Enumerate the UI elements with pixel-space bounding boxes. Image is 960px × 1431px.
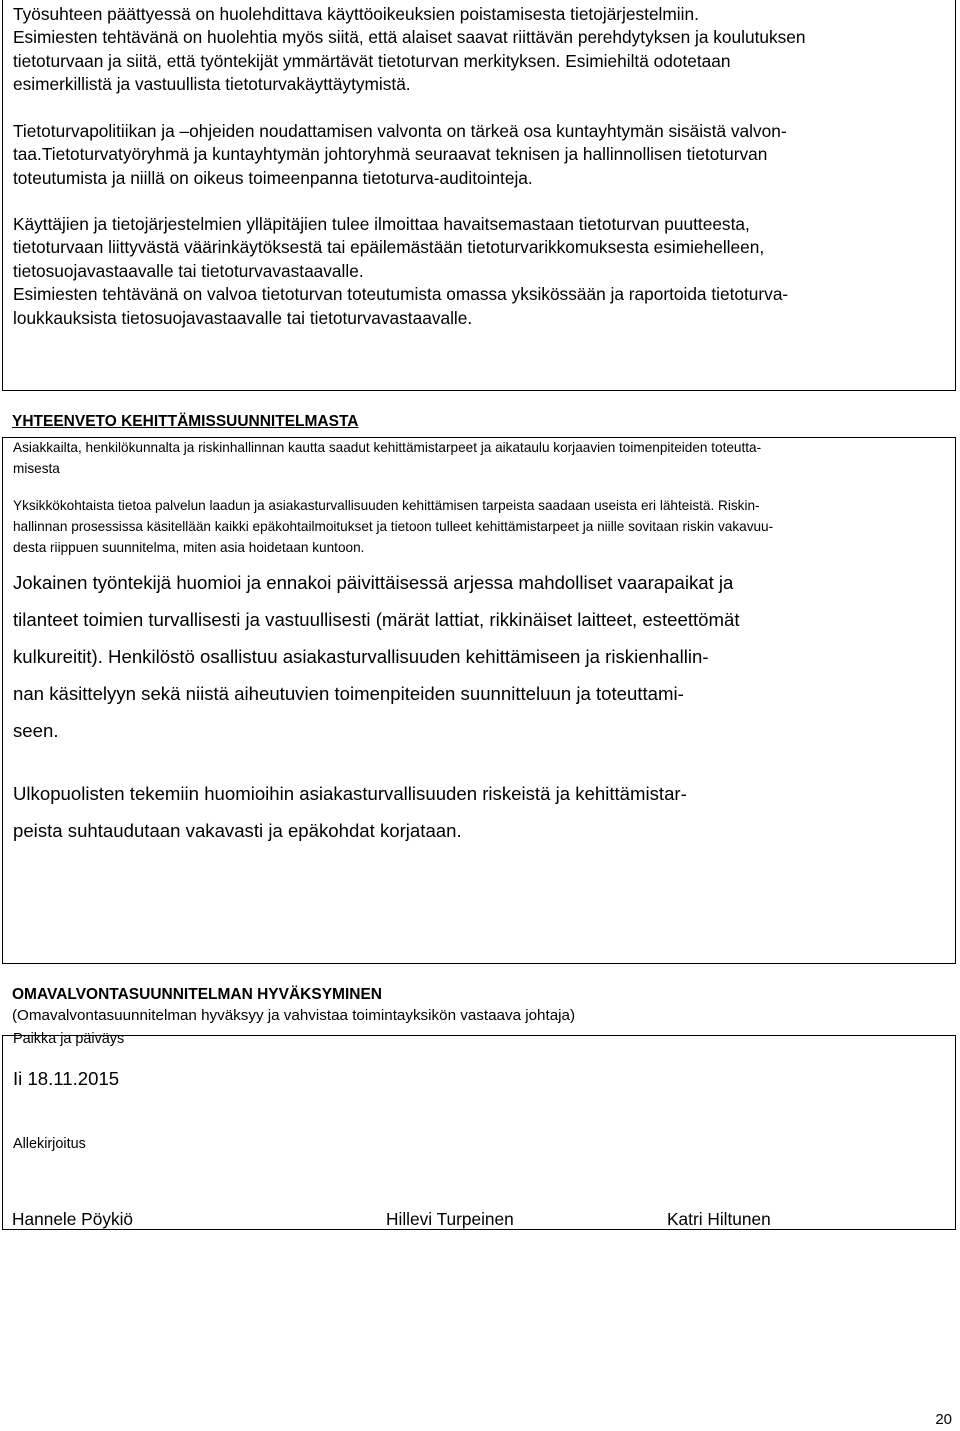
place-date-label: Paikka ja päiväys xyxy=(13,1031,125,1047)
paragraph-access-rights: Työsuhteen päättyessä on huolehdittava käyttöoikeuksien poistamisesta tietojärjestelmiin. Esimiesten tehtävänä on huolehtia myös siitä, että alaiset saavat riittävän perehdytyksen ja koulutuksen tietoturvaan ja siitä, että työntekijät ymmärtävät tietoturvan merkityksen. Esimiehiltä odotetaan esimerkillistä ja vastuullista tietoturvakäyttäytymistä. xyxy=(13,4,806,95)
approval-subheading: (Omavalvontasuunnitelman hyväksyy ja vahvistaa toimintayksikön vastaava johtaja) xyxy=(12,1007,576,1024)
summary-paragraph-sources: Yksikkökohtaista tietoa palvelun laadun ja asiakasturvallisuuden kehittämisen tarpeista saadaan useista eri lähteistä. Riskin- hallinnan prosessissa käsitellään kaikki epäkohtailmoitukset ja tietoon tulleet kehittämistarpeet ja niille sovitaan riskin vakavuu- desta riippuen suunnitelma, miten asia hoidetaan kuntoon. xyxy=(13,498,774,555)
signer-name: Hannele Pöykiö xyxy=(12,1209,134,1229)
summary-paragraph-external: Ulkopuolisten tekemiin huomioihin asiakasturvallisuuden riskeistä ja kehittämistar- peista suhtaudutaan vakavasti ja epäkohdat korjataan. xyxy=(13,783,687,841)
signer-name: Katri Hiltunen xyxy=(667,1209,771,1229)
page-number: 20 xyxy=(935,1411,952,1428)
signature-label: Allekirjoitus xyxy=(13,1136,86,1152)
top-section-box xyxy=(2,0,956,391)
approval-box xyxy=(2,1031,956,1230)
paragraph-reporting-duty: Käyttäjien ja tietojärjestelmien ylläpitäjien tulee ilmoittaa havaitsemastaan tietoturvan puutteesta, tietoturvaan liittyvästä väärinkäytöksestä tai epäilemästään tietoturvarikkomuksesta esimiehelleen, tietosuojavastaavalle tai tietoturvavastaavalle. Esimiesten tehtävänä on valvoa tietoturvan toteutumista omassa yksikössään ja raportoida tietoturva- loukkauksista tietosuojavastaavalle tai tietoturvavastaavalle. xyxy=(13,214,789,328)
summary-heading: YHTEENVETO KEHITTÄMISSUUNNITELMASTA xyxy=(12,413,359,430)
place-date-value: Ii 18.11.2015 xyxy=(13,1068,120,1089)
summary-intro: Asiakkailta, henkilökunnalta ja riskinhallinnan kautta saadut kehittämistarpeet ja aikataulu korjaavien toimenpiteiden toteutta- misesta xyxy=(13,440,762,476)
approval-heading: OMAVALVONTASUUNNITELMAN HYVÄKSYMINEN xyxy=(12,986,382,1003)
signer-name: Hillevi Turpeinen xyxy=(386,1209,514,1229)
summary-box xyxy=(2,437,956,964)
paragraph-security-monitoring: Tietoturvapolitiikan ja –ohjeiden noudattamisen valvonta on tärkeä osa kuntayhtymän sisäistä valvon- taa.Tietoturvatyöryhmä ja kuntayhtymän johtoryhmä seuraavat teknisen ja hallinnollisen tietoturvan toteutumista ja niillä on oikeus toimeenpanna tietoturva-auditointeja. xyxy=(13,121,787,188)
summary-paragraph-employees: Jokainen työntekijä huomioi ja ennakoi päivittäisessä arjessa mahdolliset vaarapaikat ja tilanteet toimien turvallisesti ja vastuullisesti (märät lattiat, rikkinäiset laitteet, esteettömät kulkureitit). Henkilöstö osallistuu asiakasturvallisuuden kehittämiseen ja riskienhallin- nan käsittelyyn sekä niistä aiheutuvien toimenpiteiden suunnitteluun ja toteuttami- seen. xyxy=(13,572,740,741)
